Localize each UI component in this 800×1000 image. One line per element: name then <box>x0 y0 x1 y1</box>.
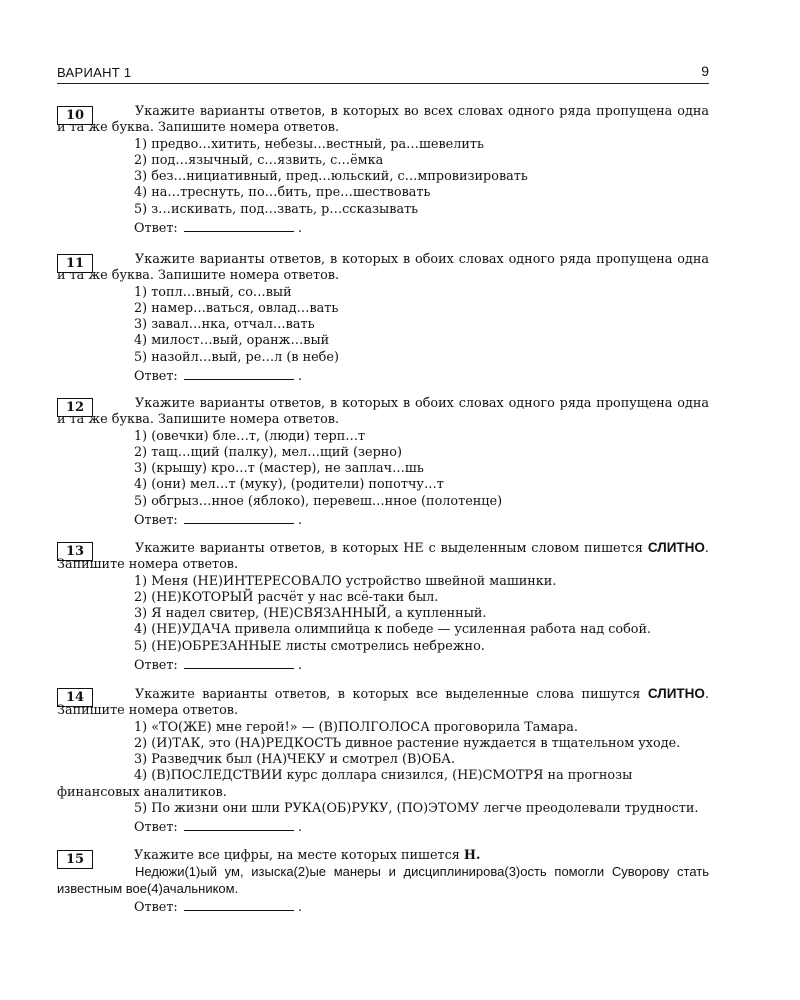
emphasis-word: СЛИТНО <box>647 540 705 555</box>
answer-label: Ответ: <box>134 820 178 836</box>
task-number: 12 <box>57 398 93 417</box>
answer-line[interactable] <box>184 820 294 831</box>
task-number: 11 <box>57 254 93 273</box>
answer-option: 5) з…искивать, под…звать, р…ссказывать <box>134 201 419 217</box>
answer-option: 2) под…язычный, с…язвить, с…ёмка <box>134 152 384 168</box>
task-question: Укажите варианты ответов, в которых во всех словах одного ряда пропущена одна и та же буква. Запишите номера ответов. <box>57 104 709 136</box>
answer-label: Ответ: <box>134 899 178 915</box>
answer-option: 3) завал…нка, отчал…вать <box>134 317 315 333</box>
task-number: 10 <box>57 106 93 125</box>
answer-line[interactable] <box>184 369 294 380</box>
answer-label: Ответ: <box>134 513 178 529</box>
answer-option: 4) милост…вый, оранж…вый <box>134 333 330 349</box>
answer-field: Ответ: . <box>134 820 302 836</box>
task-question: Укажите все цифры, на месте которых пишется Н. <box>134 848 481 863</box>
answer-option: 4) (НЕ)УДАЧА привела олимпийца к победе — усиленная работа над собой. <box>134 622 652 638</box>
answer-label: Ответ: <box>134 221 178 237</box>
answer-option: 1) «ТО(ЖЕ) мне герой!» — (В)ПОЛГОЛОСА проговорила Тамара. <box>134 719 578 735</box>
task-number: 14 <box>57 688 93 707</box>
task-question: Укажите варианты ответов, в которых НЕ с выделенным словом пишется СЛИТНО. Запишите номера ответов. <box>57 540 709 573</box>
answer-option: 2) (И)ТАК, это (НА)РЕДКОСТЬ дивное растение нуждается в тщательном уходе. <box>134 735 681 751</box>
answer-option: 2) тащ…щий (палку), мел…щий (зерно) <box>134 444 403 460</box>
answer-field: Ответ: . <box>134 658 302 674</box>
answer-option: 5) обгрыз…нное (яблоко), перевеш…нное (полотенце) <box>134 493 503 509</box>
page-header <box>57 63 709 84</box>
task-number: 13 <box>57 542 93 561</box>
task-question: Укажите варианты ответов, в которых в обоих словах одного ряда пропущена одна и та же буква. Запишите номера ответов. <box>57 396 709 428</box>
answer-label: Ответ: <box>134 369 178 385</box>
answer-field: Ответ: . <box>134 369 302 385</box>
emphasis-word: Н. <box>463 848 481 863</box>
answer-option: 3) Разведчик был (НА)ЧЕКУ и смотрел (В)ОБА. <box>134 752 456 768</box>
answer-option: 5) (НЕ)ОБРЕЗАННЫЕ листы смотрелись небрежно. <box>134 638 485 654</box>
answer-option: 3) Я надел свитер, (НЕ)СВЯЗАННЫЙ, а купленный. <box>134 606 487 622</box>
answer-field: Ответ: . <box>134 899 302 915</box>
answer-line[interactable] <box>184 658 294 669</box>
answer-label: Ответ: <box>134 658 178 674</box>
answer-option: 5) По жизни они шли РУКА(ОБ)РУКУ, (ПО)ЭТОМУ легче преодолевали трудности. <box>134 801 699 817</box>
answer-option: 4) (они) мел…т (муку), (родители) попотчу…т <box>134 477 444 493</box>
answer-option: 1) предво…хитить, небезы…вестный, ра…шевелить <box>134 136 484 152</box>
emphasis-word: СЛИТНО <box>647 686 705 701</box>
answer-field: Ответ: . <box>134 221 302 237</box>
answer-line[interactable] <box>184 513 294 524</box>
task-question: Укажите варианты ответов, в которых в обоих словах одного ряда пропущена одна и та же буква. Запишите номера ответов. <box>57 252 709 284</box>
answer-option: 2) (НЕ)КОТОРЫЙ расчёт у нас всё-таки был. <box>134 589 439 605</box>
task-number: 15 <box>57 850 93 869</box>
answer-option: 3) без…нициативный, пред…юльский, с…мпровизировать <box>134 169 528 185</box>
answer-option: 4) (В)ПОСЛЕДСТВИИ курс доллара снизился, (НЕ)СМОТРЯ на прогнозы финансовых аналитиков. <box>57 768 633 800</box>
answer-option: 1) (овечки) бле…т, (люди) терп…т <box>134 428 366 444</box>
answer-option: 2) намер…ваться, овлад…вать <box>134 300 339 316</box>
answer-option: 1) Меня (НЕ)ИНТЕРЕСОВАЛО устройство швейной машинки. <box>134 573 557 589</box>
answer-line[interactable] <box>184 221 294 232</box>
page-number: 9 <box>701 63 709 79</box>
variant-label: ВАРИАНТ 1 <box>57 65 132 80</box>
answer-option: 4) на…треснуть, по…бить, пре…шествовать <box>134 185 431 201</box>
answer-field: Ответ: . <box>134 513 302 529</box>
task-question: Укажите варианты ответов, в которых все выделенные слова пишутся СЛИТНО. Запишите номера ответов. <box>57 686 709 719</box>
answer-option: 1) топл…вный, со…вый <box>134 284 292 300</box>
task-text: Недюжи(1)ый ум, изыска(2)ые манеры и дисциплинирова(3)ость помогли Суворову стать известным вое(4)ачальником. <box>57 864 709 896</box>
answer-line[interactable] <box>184 900 294 911</box>
answer-option: 5) назойл…вый, ре…л (в небе) <box>134 349 339 365</box>
answer-option: 3) (крышу) кро…т (мастер), не заплач…шь <box>134 461 424 477</box>
